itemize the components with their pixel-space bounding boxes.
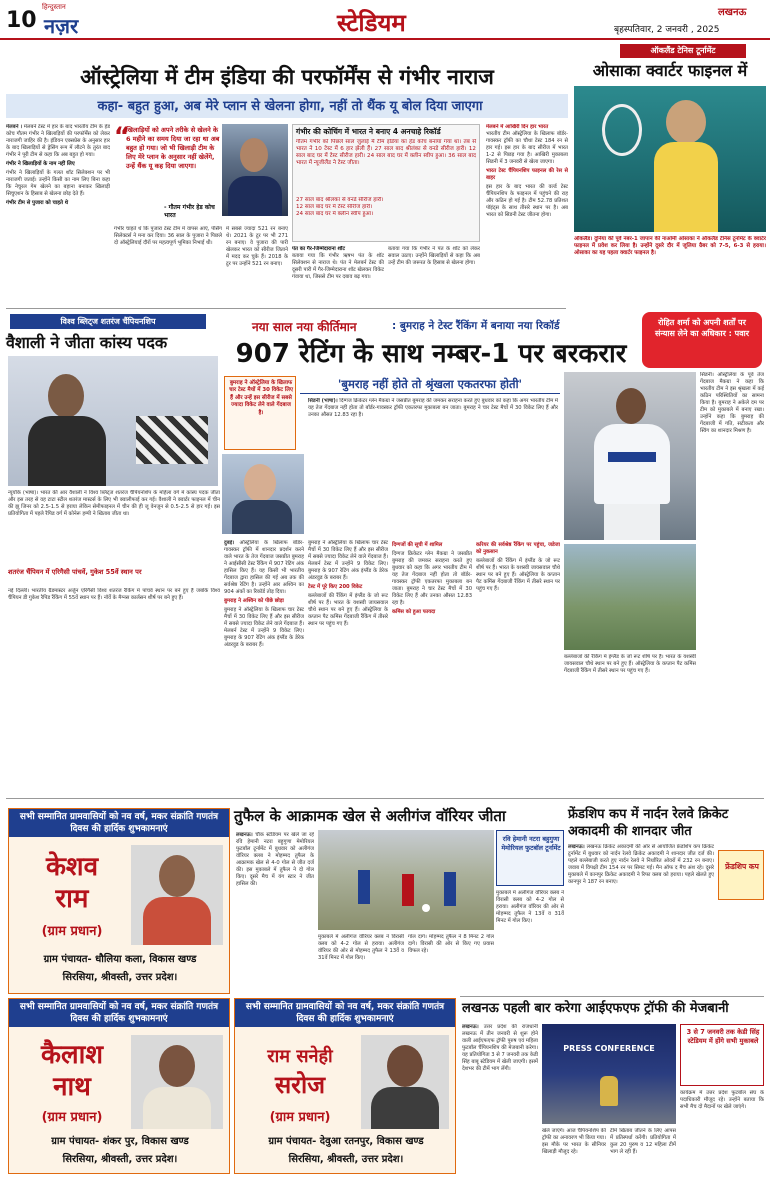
vaishali-face (48, 374, 84, 418)
gambhir-records-text: गौतम गंभीर को पिछले साल जुलाई में टीम इंडिया का हेड कोच बनाया गया था। तब से भारत ने 10 टेस्ट में 6 हार झेली हैं। 27 साल बाद श्रीलंका से वनडे सीरीज हारी। 12 साल बाद घर में टेस्ट सीरीज हारी। 24 साल बाद घर में क्लीन स्वीप हुआ। 36 साल बाद भारत में न्यूजीलैंड ने टेस्ट जीता। (296, 139, 476, 166)
mid2-text: दिग्गज क्रिकेटर ग्लेन मैकग्रा ने जसप्रीत बुमराह की जमकर सराहना करते हुए बुधवार को कहा कि अगर भारतीय टीम में यह तेज गेंदबाज नहीं होता तो बॉर्डर-गावस्कर ट्रॉफी एकतरफा मुकाबला बन जाता। बुमराह ने चार टेस्ट मैचों में 30 विकेट लिए हैं और उनका औसत 12.83 रहा है। (392, 551, 472, 606)
lead-col1-text: मेलबर्न टेस्ट में हार के बाद भारतीय टीम के हेड कोच गौतम गंभीर ने खिलाड़ियों की परफॉर्मेंस को लेकर नाराजगी जाहिर की है। इंडियन एक्सप्रेस के अनुसार हार के बाद खिलाड़ियों से ड्रेसिंग रूम में लौटने के तुरंत बाद गंभीर ने पूरी टीम से कहा कि अब बहुत हो गया। (6, 124, 110, 158)
ad-name (17, 851, 127, 915)
lead-col1-sub2: गंभीर टीम से पुजारा को चाहते थे (6, 200, 69, 206)
section-title: स्टेडियम (337, 9, 406, 37)
bumrah-jersey (594, 424, 670, 504)
lead-dateline: मेलबर्न । (6, 124, 23, 130)
mcgrath-face (244, 464, 276, 502)
mcgrath-photo (222, 454, 304, 534)
gambhir-records-box (292, 124, 480, 242)
osaka-photo (574, 86, 766, 232)
football-headline: तुफैल के आक्रामक खेल से अलीगंज वॉरियर जीता (234, 807, 506, 825)
pant-text: बताया गया कि गंभीर ऋषभ पंत के शॉट सिलेक्शन से नाराज थे। पंत ने मेलबर्न टेस्ट की दूसरी पारी में गैर-जिम्मेदाराना शॉट खेलकर विकेट गंवाया था, जिससे टीम पर दबाव बढ़ गया। (292, 253, 384, 280)
rohit-badge (642, 312, 762, 368)
ad-address2: सिरसिया, श्रीवस्ती, उत्तर प्रदेश। (62, 972, 178, 983)
bumrah-mid2-text (392, 540, 472, 790)
football-tag (496, 830, 564, 886)
pant-column-b: बताया गया कि गंभीर ने पंत के शॉट को लेकर सवाल उठाए। उन्होंने खिलाड़ियों से कहा कि अब उन्हें टीम की जरूरत के हिसाब से खेलना होगा। (388, 246, 480, 266)
football-photo (318, 830, 494, 930)
bumrah-sub5: करियर की सर्वश्रेष्ठ रैंकिंग पर पहुंचा, जडेजा को नुकसान (476, 542, 560, 555)
ad-name-line1: कैलाश (40, 1040, 103, 1070)
ad-portrait (131, 1035, 223, 1129)
ad-role: (ग्राम प्रधान) (41, 1110, 103, 1125)
gambhir-photo-face (240, 138, 268, 172)
ad-role: (ग्राम प्रधान) (41, 924, 103, 939)
ad-address2: सिरसिया, श्रीवस्ती, उत्तर प्रदेश। (288, 1154, 404, 1165)
ad-greeting: सभी सम्मानित ग्रामवासियों को नव वर्ष, मकर संक्रांति गणतंत्र दिवस की हार्दिक शुभकामनाएं (9, 999, 229, 1027)
bumrah-kicker-row (222, 318, 634, 334)
bumrah-right-text: सिडनी। ऑस्ट्रेलिया के पूर्व तेज गेंदबाज मैकग्रा ने कहा कि भारतीय टीम ने इस श्रृंखला में कई कठिन परिस्थितियों का सामना किया है। बुमराह ने अकेले दम पर टीम को मुकाबले में बनाए रखा। उन्होंने कहा कि बुमराह की गेंदबाजी में गति, सटीकता और स्विंग का शानदार मिश्रण है। (700, 372, 764, 434)
afc-text4: टीमें खिताब जीतने के लिए आपस में प्रतिस्पर्धा करेंगी। प्रतियोगिता में कुल 20 पुरुष व 12 महिला टीमें भाग ले रही हैं। (610, 1128, 676, 1155)
lead-col2: गंभीर चाहते थे कि पुजारा टेस्ट टीम में वापस आएं, पेसिंग सिलेक्टर्स ने मना कर दिया। 36 साल के पुजारा ने पिछले दो ऑस्ट्रेलियाई दौरों पर महत्वपूर्ण भूमिका निभाई थी। (114, 226, 222, 246)
masthead (0, 0, 770, 40)
lead-col1 (6, 124, 110, 304)
bumrah-dubai-text (224, 540, 304, 790)
lead-subheadline: कहा- बहुत हुआ, अब मेरे प्लान से खेलना होगा, नहीं तो थैंक यू बोल दिया जाएगा (97, 99, 483, 114)
press-banner: PRESS CONFERENCE (563, 1044, 655, 1053)
bumrah-legs (604, 504, 660, 540)
quote-mark-icon: “ (114, 122, 130, 150)
player-figure (444, 872, 456, 906)
chess-text: न्यूयॉर्क (भाषा)। भारत की आर वैशाली ने विश्व ब्लिट्ज शतरंज चैंपियनशिप के महिला वर्ग में कांस्य पदक जीता और इस तरह से वह टाटा स्टील शतरंज मास्टर्स के लिए भी क्वालीफाई कर गई। वैशाली ने क्वार्टर फाइनल में चीन की झू जिनर को 2.5-1.5 से हराया लेकिन सेमीफाइनल में चीन की ही जू वेनजुन से 0.5-2.5 से हार गईं। इस प्रतियोगिता में पहले रैपिड वर्ग में कोनेरू हम्पी ने खिताब जीता था। (8, 490, 220, 517)
dubai-text: ऑस्ट्रेलिया के खिलाफ बॉर्डर-गावस्कर ट्रॉफी में शानदार प्रदर्शन करने वाले भारत के तेज गेंदबाज जसप्रीत बुमराह ने आईसीसी टेस्ट रैंकिंग में 907 रेटिंग अंक हासिल किए हैं। यह किसी भी भारतीय गेंदबाज द्वारा हासिल की गई अब तक की सर्वश्रेष्ठ रेटिंग है। उन्होंने आर अश्विन का 904 अंकों का रिकॉर्ड तोड़ दिया। (224, 540, 304, 595)
ad-portrait-shirt (143, 897, 211, 945)
tennis-tag: ऑकलैंड टेनिस टूर्नामेंट (620, 44, 746, 58)
melbourne-text: भारतीय टीम ऑस्ट्रेलिया के खिलाफ बॉर्डर-गावस्कर ट्रॉफी का चौथा टेस्ट 184 रन से हार गई। इस हार के बाद सीरीज में भारत 1-2 से पिछड़ गया है। आखिरी मुकाबला सिडनी में 3 जनवरी से खेला जाएगा। (486, 131, 568, 165)
ad-portrait-face (159, 855, 195, 897)
gambhir-photo-shirt (228, 176, 282, 216)
mid-col-text: बुमराह ने ऑस्ट्रेलिया के खिलाफ चार टेस्ट मैचों में 30 विकेट लिए हैं और इस सीरीज में सबसे ज्यादा विकेट लेने वाले गेंदबाज हैं। मेलबर्न टेस्ट में उन्होंने 9 विकेट लिए। बुमराह के 907 रेटिंग अंक इंग्लैंड के डेरेक अंडरवुड के बराबर हैं। (308, 540, 388, 581)
issue-date: बृहस्पतिवार, 2 जनवरी , 2025 (614, 25, 720, 35)
records-bullet: 27 साल बाद श्रीलंका से वनडे सीरीज हारी। (296, 197, 384, 203)
gambhir-quote-box (114, 124, 220, 224)
dubai-dateline: दुबई। (224, 540, 235, 546)
bumrah-quote-headline: 'बुमराह नहीं होते तो श्रृंखला एकतरफा होती' (337, 377, 523, 391)
bumrah-headline: 907 रेटिंग के साथ नम्बर-1 पर बरकरार (235, 339, 627, 369)
greeting-ad-ram-sanehi (234, 998, 456, 1174)
greeting-ad-keshav (8, 808, 230, 994)
stadium-photo (564, 544, 696, 650)
football-text2: मुकाबले में अलीगंज वॉरियर क्लब ने विरासी क्लब को 4-2 गोल से हराया। अलीगंज वॉरियर की ओर से मोहम्मद तुफैल ने 13वें व 31वें मिनट में गोल किए। (318, 934, 404, 961)
divider (6, 798, 764, 799)
racket-icon (602, 104, 642, 156)
ad-name-line1: राम सनेही (267, 1046, 333, 1067)
lead-col1-sub: गंभीर ने खिलाड़ियों के नाम नहीं लिए (6, 161, 75, 167)
afc-body: उत्तर प्रदेश की राजधानी लखनऊ में तीन जनवरी से शुरू होने वाली आईएफएफ ट्रॉफी पुरुष एवं महिला फुटबॉल चैंपियनशिप की मेजबानी करेगा। यह प्रतियोगिता 3 से 7 जनवरी तक केडी सिंह बाबू स्टेडियम में खेली जाएगी। इसमें देशभर की टीमें भाग लेंगी। (462, 1024, 538, 1072)
page-number: 10 (6, 8, 37, 33)
bumrah-right2-text (476, 540, 560, 790)
bumrah-kicker2: : बुमराह ने टेस्ट रैंकिंग में बनाया नया रिकॉर्ड (392, 320, 560, 332)
melbourne-story (486, 124, 568, 304)
lead-headline: ऑस्ट्रेलिया में टीम इंडिया की परफॉर्मेंस से गंभीर नाराज (80, 65, 494, 89)
bumrah-sub1: बुमराह ने अश्विन को पीछे छोड़ा (224, 598, 284, 604)
ad-name-line2: नाथ (53, 1072, 91, 1102)
friendship-tag (718, 850, 764, 900)
football-text (236, 832, 314, 986)
football-text4: मुकाबले में अलीगंज वॉरियर क्लब ने विरासी क्लब को 4-2 गोल से हराया। अलीगंज वॉरियर की ओर से मोहम्मद तुफैल ने 13वें व 31वें मिनट में गोल किए। (496, 890, 564, 924)
football-text3: गोल दागे। मोहम्मद तुफैल ने 8 मिनट 2 गोल दागे। विरासी की ओर से किए गए प्रयास विफल रहे। (408, 934, 494, 954)
ad-portrait-shirt (143, 1087, 211, 1129)
bumrah-photo (564, 372, 696, 540)
paper-logo: नज़र (44, 14, 79, 38)
ad-portrait (131, 845, 223, 945)
friendship-text (568, 844, 714, 988)
ad-portrait-shirt (371, 1087, 439, 1129)
tennis-headline: ओसाका क्वार्टर फाइनल में (592, 61, 748, 80)
gambhir-records-list (293, 195, 479, 220)
afc-text2: कार्यक्रम में उत्तर प्रदेश फुटबॉल संघ के पदाधिकारी मौजूद रहे। उन्होंने बताया कि सभी मैच दो मैदानों पर खेले जाएंगे। (680, 1090, 764, 1110)
football-tag-text: रवि हेमानी नटरा बहुगुणा मेमोरियल फुटबॉल टूर्नामेंट (501, 835, 561, 852)
paper-tagline: हिन्दुस्तान (42, 3, 66, 11)
ad-greeting: सभी सम्मानित ग्रामवासियों को नव वर्ष, मकर संक्रांति गणतंत्र दिवस की हार्दिक शुभकामनाएं (235, 999, 455, 1027)
ad-address1: ग्राम पंचायत- देवुआ रतनपुर, विकास खण्ड (268, 1136, 424, 1147)
bumrah-mid-text (308, 540, 388, 790)
vaishali-body (28, 416, 106, 486)
pant-column (292, 246, 384, 304)
ad-name-line2: सरोज (274, 1071, 326, 1099)
bumrah-face (616, 388, 646, 424)
bumrah-sub2: दिग्गजों की सूची में शामिल (392, 542, 443, 548)
bumrah-quote-box-text: बुमराह ने ऑस्ट्रेलिया के खिलाफ चार टेस्ट मैचों में 30 विकेट लिए हैं और उन्हें इस सीरीज में सबसे ज्यादा विकेट लेने वाले गेंदबाज है। (229, 380, 293, 416)
dream11-logo (608, 452, 656, 462)
bumrah-kicker: नया साल नया कीर्तिमान (252, 320, 357, 334)
osaka-figure (666, 100, 706, 144)
friendship-body2: दूसरे मुकाबले में कानपुर क्रिकेट अकादमी ने रिफा क्लब को हराया। पहले खेलते हुए कानपुर ने 187 रन बनाए। (568, 865, 714, 885)
afc-text (462, 1024, 538, 1174)
rohit-badge-text: रोहित शर्मा को अपनी शर्तों पर संन्यास लेने का अधिकार : पवार (654, 318, 750, 338)
lead-col1b-text: गंभीर ने खिलाड़ियों के गलत शॉट सिलेक्शन पर भी नाराजगी जताई। उन्होंने किसी का नाम लिए बिना कहा कि नेचुरल गेम खेलने का बहाना बनाकर खिलाड़ी सिचुएशन के हिसाब से खेलना छोड़ देते हैं। (6, 170, 110, 197)
osaka-body (654, 142, 718, 232)
records-bullet: 24 साल बाद घर में क्लीन स्वीप हुआ। (296, 211, 374, 217)
bumrah-sub3: टेस्ट में पूरे किए 200 विकेट (308, 584, 363, 590)
player-figure (358, 870, 370, 904)
mcgrath-text (308, 398, 558, 450)
gambhir-quote-by: - गौतम गंभीर हेड कोच भारत (164, 204, 215, 219)
press-conference-photo (542, 1024, 676, 1124)
afc-dateline: लखनऊ। (462, 1024, 479, 1030)
ad-address1: ग्राम पंचायत- शंकर पुर, विकास खण्ड (51, 1136, 189, 1147)
ad-greeting: सभी सम्मानित ग्रामवासियों को नव वर्ष, मकर संक्रांति गणतंत्र दिवस की हार्दिक शुभकामनाएं (9, 809, 229, 837)
ad-address2: सिरसिया, श्रीवस्ती, उत्तर प्रदेश। (62, 1154, 178, 1165)
greeting-ad-kailash (8, 998, 230, 1174)
gambhir-records-title: गंभीर की कोचिंग में भारत ने बनाए 4 अनचाहे रिकॉर्ड (296, 127, 441, 136)
afc-headline: लखनऊ पहली बार करेगा आईएफएफ ट्रॉफी की मेजबानी (462, 1001, 729, 1016)
friendship-headline: फ्रेंडशिप कप में नार्दन रेलवे क्रिकेट अकादमी की शानदार जीत (568, 807, 729, 839)
melbourne-sub: भारत टेस्ट चैंपियनशिप फाइनल की रेस से बाहर (486, 168, 568, 181)
ad-name-line2: राम (55, 884, 89, 914)
ad-portrait-face (159, 1045, 195, 1087)
gambhir-photo (222, 124, 288, 216)
ad-name (239, 1043, 361, 1099)
ad-portrait (361, 1035, 449, 1129)
ad-role: (ग्राम प्रधान) (269, 1110, 331, 1125)
friendship-body: लखनऊ क्रिकेट अकादमी की ओर से आयोजित फ्रेंडशिप कप क्रिकेट टूर्नामेंट में बुधवार को नार्दन रेलवे क्रिकेट अकादमी ने शानदार जीत दर्ज की। पहले बल्लेबाजी करते हुए नार्दन रेलवे ने निर्धारित ओवरों में 232 रन बनाए। जवाब में विपक्षी टीम 154 रन पर सिमट गई। मैन ऑफ द मैच अंश रहे। (568, 844, 714, 871)
right2-text: बल्लेबाजों की रैंकिंग में इंग्लैंड के जो रूट शीर्ष पर हैं। भारत के यशस्वी जायसवाल चौथे स्थान पर बने हुए हैं। ऑस्ट्रेलिया के कप्तान पैट कमिंस गेंदबाजी रैंकिंग में तीसरे स्थान पर पहुंच गए हैं। (476, 558, 560, 592)
bumrah-sub4: कमिंस को हुआ फायदा (392, 609, 436, 615)
football-ball-icon (422, 904, 430, 912)
divider (460, 996, 764, 997)
chess-text2: नई दिल्ली। भारतीय ग्रैंडमास्टर अर्जुन एरिगैसी विश्व शतरंज रैंकिंग में पांचवें स्थान पर बने हुए हैं जबकि विश्व चैंपियन डी गुकेश रैपिड रैंकिंग में 55वें स्थान पर हैं। नॉर्वे के मैग्नस कार्लसन शीर्ष पर बने हुए हैं। (8, 588, 220, 601)
divider (6, 308, 566, 309)
chess-headline: वैशाली ने जीता कांस्य पदक (6, 333, 168, 352)
afc-text3: खेले जाएंगे। आज चैंपियनशिप की ट्रॉफी का अनावरण भी किया गया। इस मौके पर भारत के सीनियर खिलाड़ी मौजूद रहे। (542, 1128, 606, 1155)
tennis-caption: ऑकलैंड। दुनिया की पूर्व नंबर-1 जापान की नाओमी ओसाका ने ऑकलैंड टेनिस टूर्नामेंट के क्वार्टर फाइनल में प्रवेश कर लिया है। उन्होंने दूसरे दौर में जूलिया ग्रैबर को 7-5, 6-3 से हराया। ओसाका का यह पहला क्वार्टर फाइनल है। (574, 236, 766, 256)
player-figure (402, 874, 414, 906)
friendship-dateline: लखनऊ। (568, 844, 585, 850)
friendship-tag-text: फ्रेंडशिप कप (725, 862, 759, 871)
chess-banner: विश्व ब्लिट्ज शतरंज चैंपियनशिप (10, 314, 206, 329)
gambhir-quote: खिलाड़ियों को अपने तरीके से खेलने के 6 महीने का समय दिया जा रहा था अब बहुत हो गया। जो भी खिलाड़ी टीम के लिए मेरे प्लान के अनुसार नहीं खेलेंगे, उन्हें थैंक यू कह दिया जाएगा। (126, 126, 220, 170)
mid-col-text2: बल्लेबाजों की रैंकिंग में इंग्लैंड के जो रूट शीर्ष पर हैं। भारत के यशस्वी जायसवाल चौथे स्थान पर बने हुए हैं। ऑस्ट्रेलिया के कप्तान पैट कमिंस गेंदबाजी रैंकिंग में तीसरे स्थान पर पहुंच गए हैं। (308, 593, 388, 627)
ad-portrait-face (387, 1045, 423, 1087)
melbourne-text2: इस हार के बाद भारत की वर्ल्ड टेस्ट चैंपियनशिप के फाइनल में पहुंचने की राह और कठिन हो गई है। टीम 52.78 प्रतिशत पॉइंट्स के साथ तीसरे स्थान पर है। अब भारत को सिडनी टेस्ट जीतना होगा। (486, 184, 568, 218)
afc-side-tag-text: 3 से 7 जनवरी तक केडी सिंह स्टेडियम में होंगे सभी मुकाबले (686, 1028, 760, 1045)
stadium-side-text: बल्लेबाजों की रैंकिंग में इंग्लैंड के जो रूट शीर्ष पर हैं। भारत के यशस्वी जायसवाल चौथे स्थान पर बने हुए हैं। ऑस्ट्रेलिया के कप्तान पैट कमिंस गेंदबाजी रैंकिंग में तीसरे स्थान पर पहुंच गए हैं। (564, 654, 696, 674)
trophy-icon (600, 1076, 618, 1106)
mcgrath-shirt (232, 500, 292, 534)
chess-board-icon (136, 416, 208, 464)
pant-sub: पंत का गैर-जिम्मेदाराना शॉट (292, 246, 345, 252)
mcgrath-body: दिग्गज क्रिकेटर ग्लेन मैकग्रा ने जसप्रीत बुमराह की जमकर सराहना करते हुए बुधवार को कहा कि अगर भारतीय टीम में यह तेज गेंदबाज नहीं होता तो बॉर्डर-गावस्कर ट्रॉफी एकतरफा मुकाबला बन जाता। बुमराह ने चार टेस्ट मैचों में 30 विकेट लिए हैं और उनका औसत 12.83 रहा है। (308, 398, 558, 418)
bumrah-quote-box (224, 376, 296, 450)
melbourne-headline: मेलबर्न में आखिरी दिन हार भारत (486, 124, 549, 130)
football-dateline: लखनऊ। (236, 832, 253, 838)
chess-sub: शतरंज चैंपियन में एरिगैसी पांचवें, गुकेश 55वें स्थान पर (8, 568, 142, 576)
city-name: लखनऊ (718, 7, 747, 18)
afc-side-tag (680, 1024, 764, 1086)
ad-name (17, 1039, 127, 1103)
ad-name-line1: केशव (45, 852, 99, 882)
vaishali-photo (8, 356, 218, 486)
mcgrath-dateline: सिडनी (भाषा)। (308, 398, 338, 404)
ad-address1: ग्राम पंचायत- धौलिया कला, विकास खण्ड (43, 954, 197, 965)
dubai-col-text: बुमराह ने ऑस्ट्रेलिया के खिलाफ चार टेस्ट मैचों में 30 विकेट लिए हैं और इस सीरीज में सबसे ज्यादा विकेट लेने वाले गेंदबाज हैं। मेलबर्न टेस्ट में उन्होंने 9 विकेट लिए। बुमराह के 907 रेटिंग अंक इंग्लैंड के डेरेक अंडरवुड के बराबर हैं। (224, 607, 304, 648)
lead-col3: में सबसे ज्यादा 521 रन बनाए थे। 2021 के टूर पर भी 271 रन बनाए। वे पुजारा की पारी खेलकर भारत को सीरीज जिताने में मदद कर चुके हैं। 2018 के टूर पर उन्होंने 521 रन बनाए। (226, 226, 288, 267)
football-body: चौक स्टेडियम पर खेले जा रहे रवि हेमानी नटरा बहुगुणा मेमोरियल फुटबॉल टूर्नामेंट में बुधवार को अलीगंज वॉरियर क्लब ने मोहम्मद तुफैल के आक्रामक खेल से 4-0 गोल से जीत दर्ज की। इस मुकाबले में तुफैल ने दो गोल किए। दूसरे मैच में यंग स्टार ने जीत हासिल की। (236, 832, 314, 887)
records-bullet: 12 साल बाद घर में टेस्ट सीरीज हारी। (296, 204, 373, 210)
